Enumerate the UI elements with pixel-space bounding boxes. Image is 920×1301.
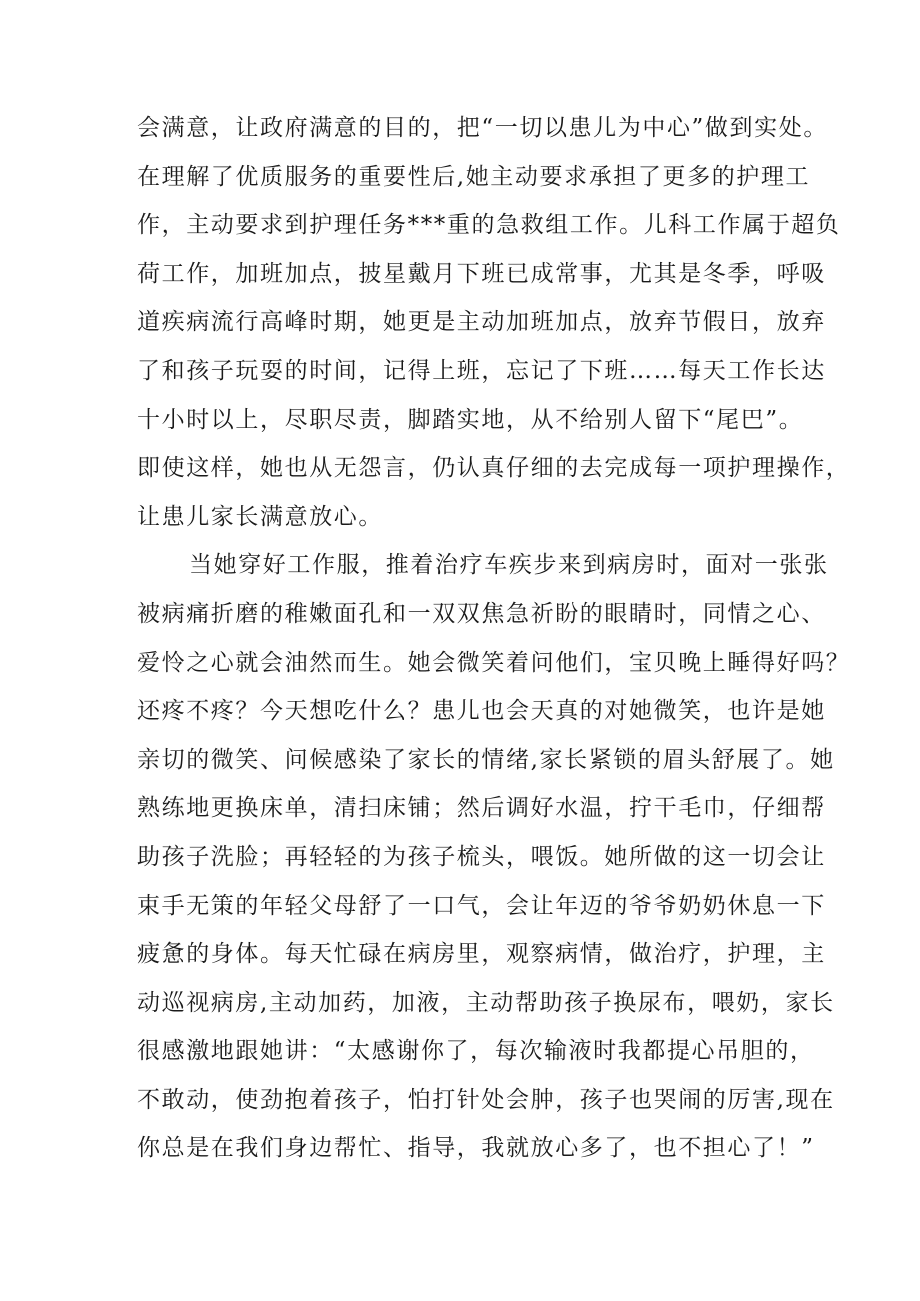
paragraph-2-line-1: 当她穿好工作服，推着治疗车疾步来到病房时，面对一张张	[189, 552, 829, 579]
paragraph-1-line-9: 让患儿家长满意放心。	[137, 503, 383, 530]
paragraph-1-line-1: 会满意，让政府满意的目的，把“一切以患儿为中心”做到实处。	[137, 115, 828, 141]
paragraph-2-line-5: 亲切的微笑、问候感染了家长的情绪,家长紧锁的眉头舒展了。她	[137, 746, 835, 773]
paragraph-2-line-7: 助孩子洗脸；再轻轻的为孩子梳头，喂饭。她所做的这一切会让	[137, 843, 826, 870]
paragraph-2-line-10: 动巡视病房,主动加药，加液，主动帮助孩子换尿布，喂奶，家长	[137, 989, 835, 1016]
paragraph-2-line-2: 被病痛折磨的稚嫩面孔和一双双焦急祈盼的眼睛时，同情之心、	[137, 600, 826, 627]
paragraph-1-line-2: 在理解了优质服务的重要性后,她主动要求承担了更多的护理工	[137, 163, 811, 190]
paragraph-2-line-3: 爱怜之心就会油然而生。她会微笑着问他们，宝贝晚上睡得好吗？	[137, 649, 851, 676]
paragraph-2-line-13: 你总是在我们身边帮忙、指导，我就放心多了，也不担心了！”	[137, 1135, 815, 1162]
paragraph-2-line-9: 疲惫的身体。每天忙碌在病房里，观察病情，做治疗，护理，主	[137, 941, 826, 968]
paragraph-2-line-12: 不敢动，使劲抱着孩子，怕打针处会肿，孩子也哭闹的厉害,现在	[137, 1086, 835, 1113]
paragraph-1-line-6: 了和孩子玩耍的时间，记得上班，忘记了下班……每天工作长达	[137, 357, 826, 384]
paragraph-1-line-7: 十小时以上，尽职尽责，脚踏实地，从不给别人留下“尾巴”。	[137, 406, 804, 433]
paragraph-1-line-5: 道疾病流行高峰时期，她更是主动加班加点，放弃节假日，放弃	[137, 309, 826, 336]
paragraph-2-line-4: 还疼不疼？今天想吃什么？患儿也会天真的对她微笑，也许是她	[137, 698, 826, 725]
body-text	[137, 104, 851, 1173]
paragraph-1-line-3: 作，主动要求到护理任务***重的急救组工作。儿科工作属于超负	[137, 212, 841, 239]
paragraph-2-line-8: 束手无策的年轻父母舒了一口气，会让年迈的爷爷奶奶休息一下	[137, 892, 826, 919]
paragraph-2-line-6: 熟练地更换床单，清扫床铺；然后调好水温，拧干毛巾，仔细帮	[137, 795, 826, 822]
paragraph-2-line-11: 很感激地跟她讲：“太感谢你了，每次输液时我都提心吊胆的，	[137, 1038, 815, 1065]
paragraph-1-line-4: 荷工作，加班加点，披星戴月下班已成常事，尤其是冬季，呼吸	[137, 260, 826, 287]
paragraph-1-line-8: 即使这样，她也从无怨言，仍认真仔细的去完成每一项护理操作，	[137, 455, 851, 482]
